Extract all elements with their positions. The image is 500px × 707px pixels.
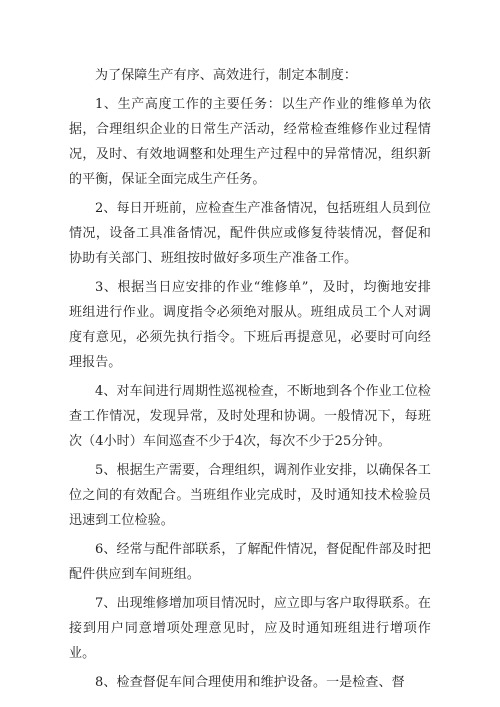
intro-paragraph: 为了保障生产有序、高效进行，制定本制度： bbox=[95, 68, 358, 83]
document-body bbox=[69, 63, 431, 695]
paragraph-4: 4、对车间进行周期性巡视检查，不断地到各个作业工位检查工作情况，发现异常，及时处理和协调。一般情况下，每班次（4小时）车间巡查不少于4次，每次不少于25分钟。 bbox=[69, 384, 431, 449]
paragraph-8: 8、检查督促车间合理使用和维护设备。一是检查、督 bbox=[95, 675, 405, 690]
paragraph-2: 2、每日开班前，应检查生产准备情况，包括班组人员到位情况，设备工具准备情况，配件供应或修复待装情况，督促和协助有关部门、班组按时做好多项生产准备工作。 bbox=[69, 201, 431, 266]
paragraph-7: 7、出现维修增加项目情况时，应立即与客户取得联系。在接到用户同意增项处理意见时，应及时通知班组进行增项作业。 bbox=[69, 596, 431, 661]
paragraph-6: 6、经常与配件部联系，了解配件情况，督促配件部及时把配件供应到车间班组。 bbox=[69, 542, 431, 582]
paragraph-3: 3、根据当日应安排的作业“维修单”，及时，均衡地安排班组进行作业。调度指令必须绝对服从。班组成员工个人对调度有意见，必须先执行指令。下班后再提意见，必要时可向经理报告。 bbox=[69, 280, 431, 370]
paragraph-5: 5、根据生产需要，合理组织，调剂作业安排，以确保各工位之间的有效配合。当班组作业完成时，及时通知技术检验员迅速到工位检验。 bbox=[69, 463, 431, 528]
paragraph-1: 1、生产高度工作的主要任务：以生产作业的维修单为依据，合理组织企业的日常生产活动，经常检查维修作业过程情况，及时、有效地调整和处理生产过程中的异常情况，组织新的平衡，保证全面完成生产任务。 bbox=[69, 97, 431, 187]
